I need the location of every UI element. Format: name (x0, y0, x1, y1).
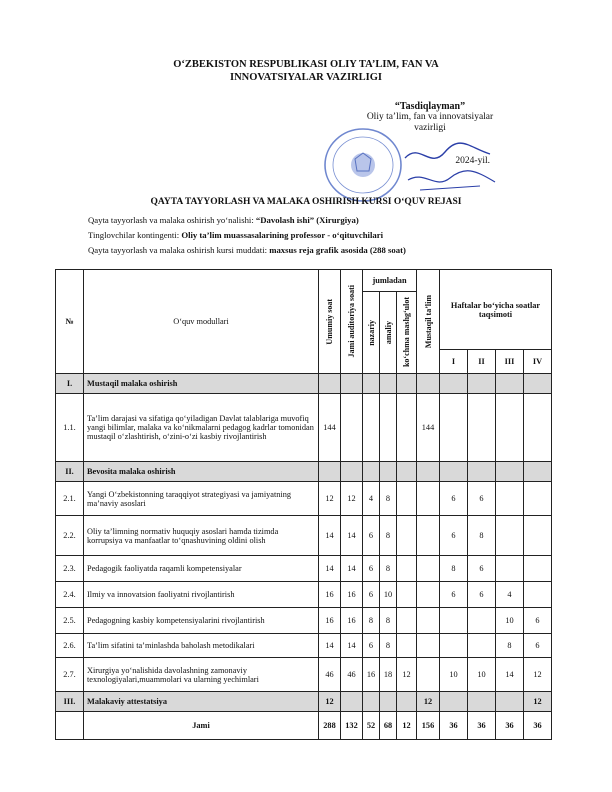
header-independent (417, 270, 440, 374)
row-theory: 16 (363, 658, 380, 692)
attest-independent: 12 (417, 692, 440, 712)
header-auditory-text: Jami auditoriya soati (347, 285, 356, 358)
table-row (56, 582, 552, 608)
info-contingent-label: Tinglovchilar kontingenti: (88, 230, 180, 240)
total-week-1: 36 (440, 712, 468, 740)
ministry-line-1: O‘ZBEKISTON RESPUBLIKASI OLIY TA’LIM, FAN VA (173, 59, 439, 70)
row-week-4: 6 (524, 634, 552, 658)
row-week-1: 10 (440, 658, 468, 692)
row-auditory: 14 (341, 634, 363, 658)
curriculum-table (55, 269, 552, 740)
row-auditory: 16 (341, 582, 363, 608)
section-num: I. (56, 374, 84, 394)
row-week-1 (440, 394, 468, 462)
table-row (56, 658, 552, 692)
row-field (397, 482, 417, 516)
row-total: 12 (319, 482, 341, 516)
row-field: 12 (397, 658, 417, 692)
total-theory: 52 (363, 712, 380, 740)
total-label: Jami (84, 712, 319, 740)
attestation-row (56, 692, 552, 712)
row-week-4: 12 (524, 658, 552, 692)
row-num: 2.3. (56, 556, 84, 582)
row-week-3 (496, 516, 524, 556)
row-field (397, 608, 417, 634)
row-independent (417, 516, 440, 556)
row-theory: 8 (363, 608, 380, 634)
attest-total: 12 (319, 692, 341, 712)
table-row (56, 482, 552, 516)
row-total: 16 (319, 608, 341, 634)
section-row-1 (56, 374, 552, 394)
header-weekly: Haftalar bo‘yicha soatlar taqsimoti (440, 270, 552, 350)
row-module-name: Yangi O‘zbekistonning taraqqiyot strategiyasi va jamiyatning ma’naviy asoslari (84, 482, 319, 516)
total-field: 12 (397, 712, 417, 740)
row-week-4 (524, 516, 552, 556)
attest-week-4: 12 (524, 692, 552, 712)
row-module-name: Pedagogik faoliyatda raqamli kompetensiyalar (84, 556, 319, 582)
row-auditory: 14 (341, 516, 363, 556)
row-auditory (341, 394, 363, 462)
row-auditory: 16 (341, 608, 363, 634)
header-module: O‘quv modullari (84, 270, 319, 374)
info-direction-value: “Davolash ishi” (Xirurgiya) (255, 215, 359, 225)
header-theory (363, 292, 380, 374)
row-practice: 8 (380, 556, 397, 582)
row-independent (417, 658, 440, 692)
row-week-4 (524, 582, 552, 608)
header-week-2: II (468, 350, 496, 374)
row-num: 2.6. (56, 634, 84, 658)
header-num: № (56, 270, 84, 374)
row-week-3 (496, 482, 524, 516)
row-total: 16 (319, 582, 341, 608)
row-practice: 8 (380, 482, 397, 516)
row-independent (417, 556, 440, 582)
header-independent-text: Mustaqil ta’lim (423, 294, 433, 349)
header-total (319, 270, 341, 374)
approval-head: “Tasdiqlayman” (394, 101, 466, 112)
ministry-header (0, 58, 612, 84)
row-num: 1.1. (56, 394, 84, 462)
row-practice: 8 (380, 608, 397, 634)
header-total-text: Umumiy soat (325, 298, 334, 345)
info-contingent-value: Oliy ta’lim muassasalarining professor - o‘qituvchilari (181, 230, 383, 240)
info-duration (88, 245, 406, 255)
row-independent (417, 608, 440, 634)
header-week-1: I (440, 350, 468, 374)
row-week-2 (468, 608, 496, 634)
row-module-name: Ta’lim sifatini ta’minlashda baholash metodikalari (84, 634, 319, 658)
row-week-3: 4 (496, 582, 524, 608)
row-week-1 (440, 608, 468, 634)
info-duration-value: maxsus reja grafik asosida (288 soat) (269, 245, 406, 255)
row-week-3: 10 (496, 608, 524, 634)
attest-name: Malakaviy attestatsiya (84, 692, 319, 712)
row-theory: 6 (363, 582, 380, 608)
total-row (56, 712, 552, 740)
section-title: Mustaqil malaka oshirish (84, 374, 319, 394)
row-module-name: Ta’lim darajasi va sifatiga qo‘yiladigan Davlat talablariga muvofiq yangi bilimlar, malaka va ko‘nikmalarni pedagog kadrlar tomonidan mustaqil o‘zlashtirish, o‘zini-o‘zi kasbiy rivojlantirish (84, 394, 319, 462)
row-theory: 6 (363, 516, 380, 556)
approval-year: 2024-yil. (455, 156, 490, 166)
section-num: II. (56, 462, 84, 482)
total-week-4: 36 (524, 712, 552, 740)
row-total: 14 (319, 634, 341, 658)
header-week-3: III (496, 350, 524, 374)
total-week-2: 36 (468, 712, 496, 740)
row-week-3 (496, 394, 524, 462)
signature-scribble (400, 140, 500, 195)
row-field (397, 582, 417, 608)
row-week-1: 6 (440, 482, 468, 516)
row-week-2: 10 (468, 658, 496, 692)
row-practice: 8 (380, 516, 397, 556)
header-field (397, 292, 417, 374)
row-independent: 144 (417, 394, 440, 462)
attest-num: III. (56, 692, 84, 712)
approval-line-2: vazirligi (414, 123, 446, 133)
row-practice: 8 (380, 634, 397, 658)
row-week-1: 6 (440, 582, 468, 608)
row-week-1: 6 (440, 516, 468, 556)
row-week-2: 8 (468, 516, 496, 556)
row-week-3 (496, 556, 524, 582)
total-week-3: 36 (496, 712, 524, 740)
row-total: 14 (319, 516, 341, 556)
info-duration-label: Qayta tayyorlash va malaka oshirish kursi muddati: (88, 245, 268, 255)
row-week-4 (524, 556, 552, 582)
header-field-text: ko‘chma mashg‘ulot (402, 297, 411, 368)
row-week-2 (468, 394, 496, 462)
row-num: 2.7. (56, 658, 84, 692)
header-auditory (341, 270, 363, 374)
row-week-2: 6 (468, 482, 496, 516)
row-week-2: 6 (468, 582, 496, 608)
row-auditory: 46 (341, 658, 363, 692)
row-module-name: Xirurgiya yo‘nalishida davolashning zamonaviy texnologiyalari,muammolari va ularning yechimlari (84, 658, 319, 692)
table-row (56, 516, 552, 556)
total-independent: 156 (417, 712, 440, 740)
header-theory-text: nazariy (366, 319, 376, 346)
row-independent (417, 582, 440, 608)
table-row (56, 556, 552, 582)
row-num: 2.4. (56, 582, 84, 608)
row-num: 2.2. (56, 516, 84, 556)
row-num: 2.1. (56, 482, 84, 516)
row-module-name: Pedagogning kasbiy kompetensiyalarini rivojlantirish (84, 608, 319, 634)
table-row (56, 394, 552, 462)
ministry-line-2: INNOVATSIYALAR VAZIRLIGI (229, 72, 382, 83)
row-field (397, 556, 417, 582)
row-independent (417, 634, 440, 658)
section-title: Bevosita malaka oshirish (84, 462, 319, 482)
header-row-1 (56, 270, 552, 292)
document-title: QAYTA TAYYORLASH VA MALAKA OSHIRISH KURSI O‘QUV REJASI (150, 197, 462, 207)
row-practice: 18 (380, 658, 397, 692)
row-week-4: 6 (524, 608, 552, 634)
header-jumladan: jumladan (363, 270, 417, 292)
row-field (397, 634, 417, 658)
header-practice (380, 292, 397, 374)
row-practice (380, 394, 397, 462)
row-module-name: Ilmiy va innovatsion faoliyatni rivojlantirish (84, 582, 319, 608)
table-row (56, 634, 552, 658)
row-theory: 4 (363, 482, 380, 516)
row-module-name: Oliy ta’limning normativ huquqiy asoslari hamda tizimda korrupsiya va manfaatlar to‘qnashuvining oldini olish (84, 516, 319, 556)
row-week-3: 8 (496, 634, 524, 658)
row-total: 144 (319, 394, 341, 462)
total-hours: 288 (319, 712, 341, 740)
row-week-4 (524, 394, 552, 462)
row-auditory: 12 (341, 482, 363, 516)
row-num: 2.5. (56, 608, 84, 634)
row-total: 46 (319, 658, 341, 692)
approval-line-1: Oliy ta’lim, fan va innovatsiyalar (366, 112, 494, 122)
row-total: 14 (319, 556, 341, 582)
row-week-3: 14 (496, 658, 524, 692)
row-auditory: 14 (341, 556, 363, 582)
row-independent (417, 482, 440, 516)
row-practice: 10 (380, 582, 397, 608)
row-week-1: 8 (440, 556, 468, 582)
info-direction-label: Qayta tayyorlash va malaka oshirish yo‘nalishi: (88, 215, 254, 225)
row-week-1 (440, 634, 468, 658)
row-field (397, 394, 417, 462)
row-week-2: 6 (468, 556, 496, 582)
row-week-2 (468, 634, 496, 658)
row-week-4 (524, 482, 552, 516)
table-row (56, 608, 552, 634)
header-practice-text: amaliy (383, 320, 393, 345)
total-auditory: 132 (341, 712, 363, 740)
row-field (397, 516, 417, 556)
info-direction (88, 215, 359, 225)
row-theory: 6 (363, 634, 380, 658)
row-theory (363, 394, 380, 462)
section-row-2 (56, 462, 552, 482)
info-contingent (88, 230, 383, 240)
total-practice: 68 (380, 712, 397, 740)
header-week-4: IV (524, 350, 552, 374)
row-theory: 6 (363, 556, 380, 582)
